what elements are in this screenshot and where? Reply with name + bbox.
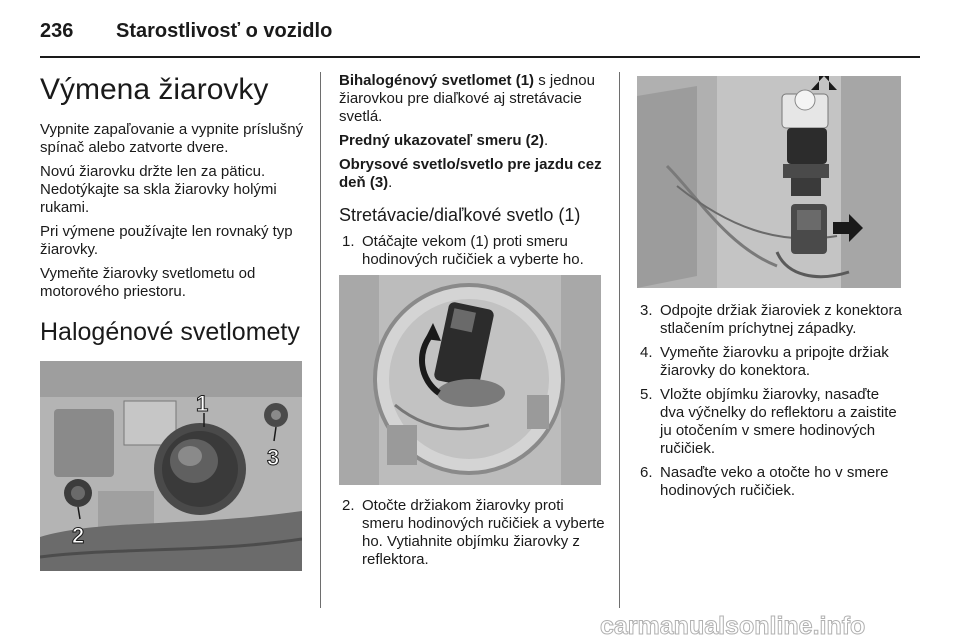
step-item — [339, 233, 605, 269]
chapter-title: Starostlivosť o vozidlo — [116, 20, 333, 42]
definition-item — [339, 72, 605, 126]
step-text: Odpojte držiak žiaroviek z konektora stlačením príchytnej západky. — [660, 302, 902, 337]
paragraph: Novú žiarovku držte len za päticu. Nedotýkajte sa skla žiarovky holými rukami. — [40, 163, 277, 216]
section-title: Výmena žiarovky — [40, 73, 269, 106]
step-item — [637, 302, 903, 338]
step-list — [339, 233, 605, 269]
step-item — [339, 497, 605, 569]
step-number: 4. — [640, 344, 653, 361]
bulb-holder-photo — [637, 76, 901, 288]
step-text: Vložte objímku žiarovky, nasaďte dva výčnelky do reflektoru a zaistite ju otočením v smere hodinových ručičiek. — [660, 386, 897, 457]
definition-term: Bihalogénový svetlomet (1) — [339, 72, 535, 89]
step-list — [339, 497, 605, 569]
column-divider — [320, 72, 321, 608]
definition-term: Obrysové svetlo/svetlo pre jazdu cez deň (3) — [339, 156, 602, 191]
step-item — [637, 344, 903, 380]
page-number: 236 — [40, 20, 74, 42]
step-number: 3. — [640, 302, 653, 319]
column-divider — [619, 72, 620, 608]
step-number: 5. — [640, 386, 653, 403]
paragraph: Vypnite zapaľovanie a vypnite príslušný spínač alebo zatvorte dvere. — [40, 121, 304, 156]
step-number: 6. — [640, 464, 653, 481]
definition-item — [339, 156, 605, 192]
step-number: 1. — [342, 233, 355, 250]
definition-text: . — [544, 132, 549, 149]
definition-text: . — [388, 174, 393, 191]
definition-term: Predný ukazovateľ smeru (2) — [339, 132, 545, 149]
column-left — [40, 72, 310, 571]
callout-2: 2 — [72, 523, 85, 548]
step-text: Otočte držiakom žiarovky proti smeru hodinových ručičiek a vyberte ho. Vytiahnite objímku žiarovky z reflektora. — [362, 497, 605, 568]
watermark — [600, 610, 930, 640]
step-text: Nasaďte veko a otočte ho v smere hodinových ručičiek. — [660, 464, 889, 499]
headlamp-assembly-photo — [40, 361, 302, 571]
definition-text: s jednou žiarovkou pre diaľkové aj stretávacie svetlá. — [339, 72, 595, 125]
definition-item — [339, 132, 605, 150]
step-text: Otáčajte vekom (1) proti smeru hodinových ručičiek a vyberte ho. — [362, 233, 584, 268]
step-item — [637, 464, 903, 500]
paragraph: Pri výmene používajte len rovnaký typ žiarovky. — [40, 223, 293, 258]
headlamp-cover-photo — [339, 275, 601, 485]
paragraph: Vymeňte žiarovky svetlometu od motorového priestoru. — [40, 265, 256, 300]
callout-1: 1 — [196, 391, 209, 416]
column-right — [637, 72, 903, 506]
callout-3: 3 — [267, 445, 280, 470]
watermark-text: carmanualsonline.info — [600, 612, 866, 640]
step-number: 2. — [342, 497, 355, 514]
subsection-title: Halogénové svetlomety — [40, 318, 300, 346]
subsection-heading: Stretávacie/diaľkové svetlo (1) — [339, 205, 581, 225]
step-text: Vymeňte žiarovku a pripojte držiak žiarovky do konektora. — [660, 344, 889, 379]
page-header — [40, 20, 920, 54]
header-rule — [40, 56, 920, 58]
step-item — [637, 386, 903, 458]
step-list — [637, 302, 903, 500]
column-middle — [339, 72, 605, 575]
